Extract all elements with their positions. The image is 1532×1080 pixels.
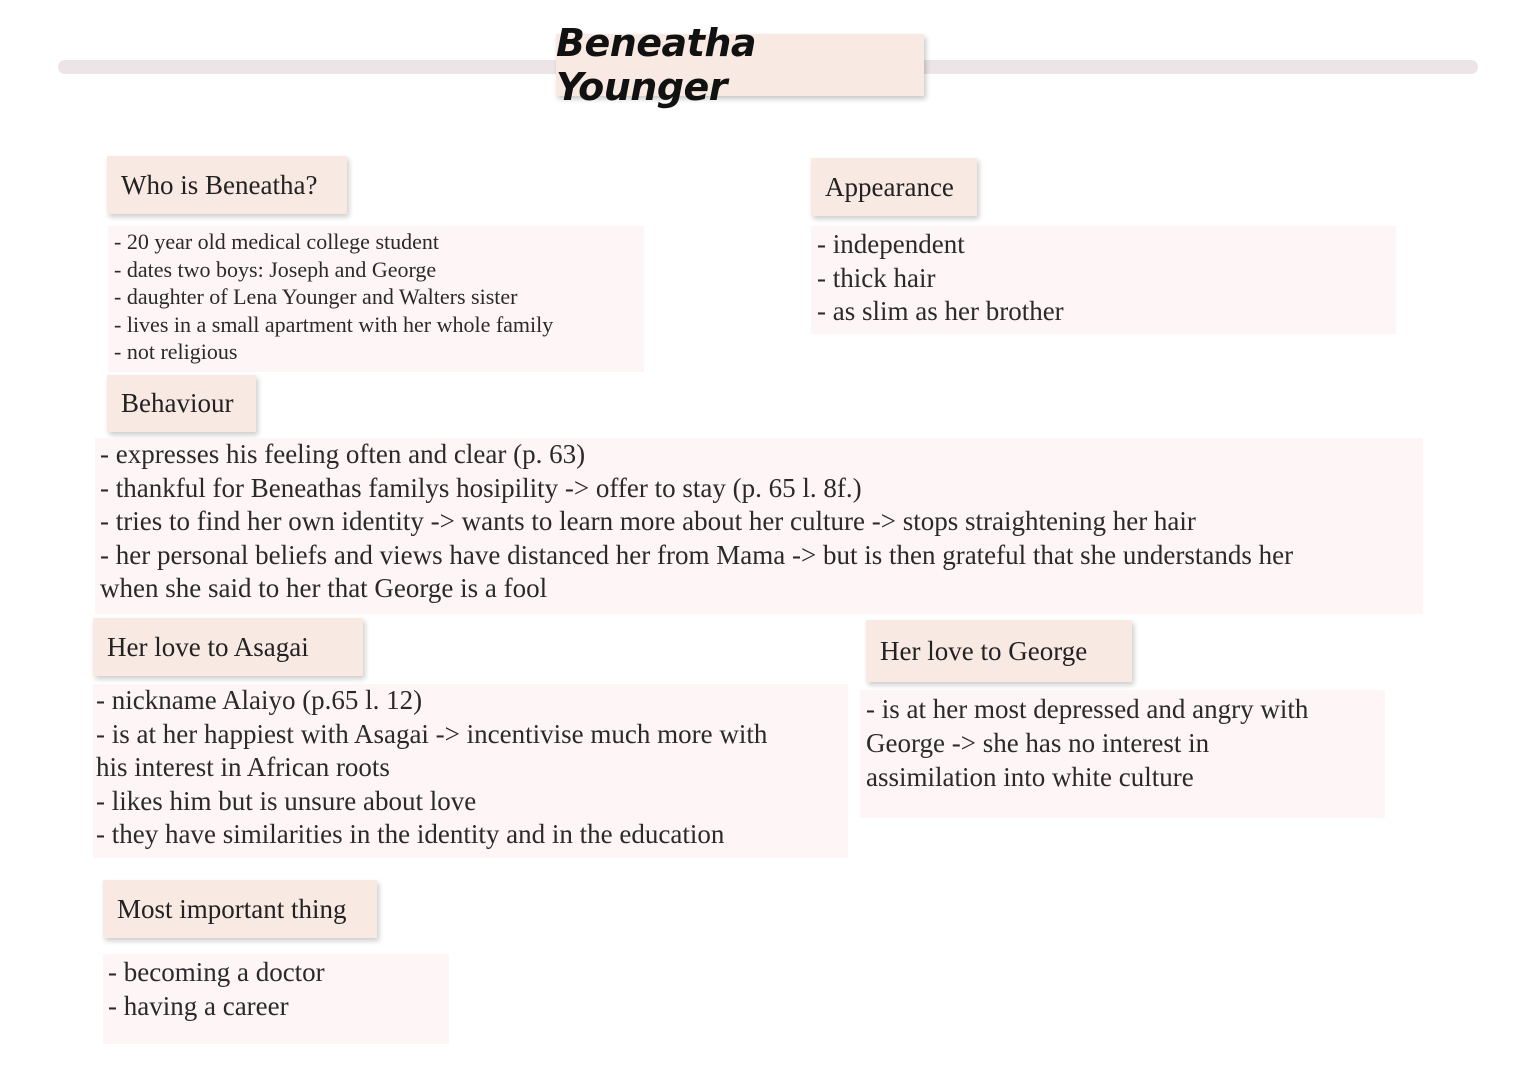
behaviour-line: - tries to find her own identity -> wants to learn more about her culture -> stops straightening her hair: [100, 506, 1196, 536]
asagai-line: - they have similarities in the identity and in the education: [96, 819, 725, 849]
important-body: [103, 954, 449, 1044]
heading-who: Who is Beneatha?: [107, 156, 347, 214]
heading-appearance: Appearance: [811, 158, 977, 216]
appearance-line: - as slim as her brother: [817, 296, 1064, 326]
asagai-line: - nickname Alaiyo (p.65 l. 12): [96, 685, 423, 715]
important-line: - having a career: [108, 990, 289, 1021]
who-line: - dates two boys: Joseph and George: [114, 256, 437, 282]
who-line: - daughter of Lena Younger and Walters sister: [114, 284, 518, 310]
behaviour-line: - thankful for Beneathas familys hosipility -> offer to stay (p. 65 l. 8f.): [100, 472, 862, 503]
who-body: [108, 226, 644, 372]
appearance-line: - independent: [817, 229, 965, 259]
behaviour-line: - expresses his feeling often and clear (p. 63): [100, 439, 586, 469]
appearance-body: [811, 226, 1396, 334]
appearance-line: - thick hair: [817, 262, 936, 293]
george-line: assimilation into white culture: [866, 762, 1194, 792]
behaviour-line: - her personal beliefs and views have distanced her from Mama -> but is then grateful that she understands her: [100, 539, 1294, 570]
behaviour-line: when she said to her that George is a fool: [100, 573, 548, 603]
important-line: - becoming a doctor: [108, 957, 325, 987]
george-line: George -> she has no interest in: [866, 728, 1210, 758]
heading-important: Most important thing: [103, 880, 377, 938]
asagai-line: - likes him but is unsure about love: [96, 785, 477, 816]
asagai-line: - is at her happiest with Asagai -> incentivise much more with: [96, 718, 768, 749]
who-line: - 20 year old medical college student: [114, 229, 439, 254]
george-body: [860, 690, 1385, 818]
george-line: - is at her most depressed and angry with: [866, 694, 1309, 724]
heading-george: Her love to George: [866, 620, 1132, 682]
title-box: [556, 21, 924, 109]
who-line: - lives in a small apartment with her whole family: [114, 311, 554, 337]
page-title: Beneatha Younger: [556, 21, 757, 109]
who-line: - not religious: [114, 339, 238, 365]
asagai-body: [93, 684, 848, 858]
heading-asagai: Her love to Asagai: [93, 618, 363, 676]
asagai-line: his interest in African roots: [96, 752, 390, 782]
heading-behaviour: Behaviour: [107, 375, 256, 432]
behaviour-body: [95, 438, 1423, 614]
